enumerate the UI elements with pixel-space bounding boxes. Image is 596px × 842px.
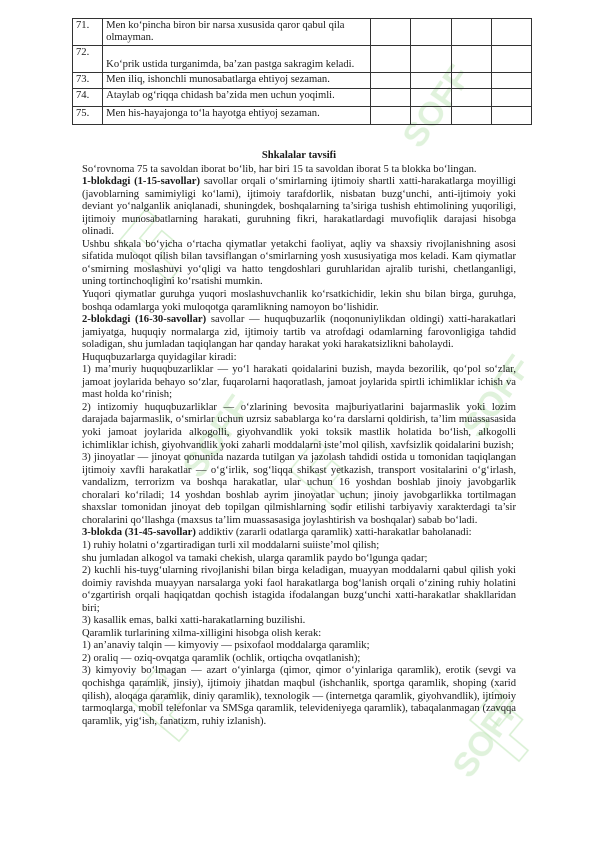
table-row [73,46,532,73]
block3-paragraph [82,527,516,540]
answer-cell [371,46,411,73]
scale-description [82,150,516,728]
answer-cell [411,73,451,89]
question-text [103,46,371,73]
answer-cell [371,89,411,107]
list-item: 2) kuchli his-tuyg‘ularning rivojlanishi bilan birga keladigan, muayyan moddalarni qabul qilish yoki doimiy ravishda muayyan narsalarga yoki faol harakatlarga bog‘lanish orqali o‘zining ruhiy holatini o‘zgartirish orqali haqiqatdan qochish istagida ifodalangan buzg‘unchi xatti-harakatlar shakllaridan biri; [82,565,516,614]
block1-paragraph [82,176,516,239]
list-item: 3) jinoyatlar — jinoyat qonunida nazarda tutilgan va jazolash tahdidi ostida u tomonidan taqiqlangan ijtimoiy xavfli harakatlar — o‘g‘irlik, sog‘liqqa shikast yetkazish, transport vositalarini o‘g‘irlash, vandalizm, terrorizm va boshqa harakatlar, ular uchun 16 yoshdan boshlab jinoiy javobgarlik choralari ko‘riladi; 14 yoshdan boshlab ayrim jinoyatlar uchun; jinoiy javobgarlikka tortilmagan shaxslar tomonidan jinoyat deb topilgan qilmishlarning sodir etilishi tarbiyaviy xarakterdagi ta’sir choralarini qo‘llashga (maxsus ta’lim muassasasiga joylashtirish va boshqalar) sabab bo‘ladi. [82,452,516,526]
list-item: 1) ma’muriy huquqbuzarliklar — yo‘l harakati qoidalarini buzish, mayda bezorilik, qo‘pol so‘zlar, jamoat joylarida behayo so‘zlar, fuqarolarni haqoratlash, jamoat joylarida spirtli ichimliklar ichish va mast holda ko‘rinish; [82,364,516,401]
questionnaire-table [72,18,532,125]
answer-cell [451,107,491,125]
list-item: 3) kasallik emas, balki xatti-harakatlarning buzilishi. [82,615,306,627]
answer-cell [491,19,531,46]
question-text: Men his-hayajonga to‘la hayotga ehtiyoj sezaman. [103,107,371,125]
block3-label: 3-blokda (31-45-savollar) [82,527,196,539]
answer-cell [491,46,531,73]
list-item: 2) oraliq — oziq-ovqatga qaramlik (ochlik, ortiqcha ovqatlanish); [82,652,361,664]
paragraph: Qaramlik turlarining xilma-xilligini hisobga olish kerak: [82,627,322,639]
answer-cell [451,19,491,46]
answer-cell [451,89,491,107]
table-row [73,19,532,46]
block2-text: savollar — huquqbuzarlik (noqonuniylikdan oldingi) xatti-harakatlari jamiyatga, huquqiy normalarga zid, ijtimoiy tartib va atrofdagi odamlarning farovonligiga tahdid soladigan, shu jumladan taqiqlangan har qanday harakat yoki harakatsizlikni baholaydi. [82,314,517,351]
table-row [73,73,532,89]
answer-cell [371,19,411,46]
list-item: shu jumladan alkogol va tamaki chekish, ularga qaramlik paydo bo‘lgunga qadar; [82,552,428,564]
watermark-text: SOFF [455,348,539,445]
list-item: 1) an’anaviy talqin — kimyoviy — psixofaol moddalarga qaramlik; [82,640,370,652]
answer-cell [411,107,451,125]
question-text-content: Ko‘prik ustida turganimda, ba’zan pastga sakragim keladi. [106,59,355,70]
watermark-text: SOFF [445,688,529,785]
answer-cell [491,89,531,107]
watermark-text: SOFF [175,388,259,485]
intro-paragraph: So‘rovnoma 75 ta savoldan iborat bo‘lib, har biri 15 ta savoldan iborat 5 ta blokka bo‘lingan. [82,163,477,175]
block1-text: savollar orqali o‘smirlarning ijtimoiy shartli xatti-harakatlarga moyilligi (javoblarning samimiyligi ko‘lami), ijtimoiy tarafdorlik, nisbatan buzg‘unchi, anti-ijtimoiy yoki deviant yo‘nalganlik aniqlanadi, shuningdek, boshqalarning ta’siriga tushish ehtimolining yuqoriligi, ijtimoiy munosabatlarning harakati, guruhning fikri, harakatlardagi muvofiqlik darajasi hisobga olinadi. [82,176,516,238]
paragraph: Ushbu shkala bo‘yicha o‘rtacha qiymatlar yetakchi faoliyat, aqliy va shaxsiy rivojlanishning asosi sifatida muloqot qilish bilan tavsiflangan o‘smirlarning yosh xususiyatiga mos keladi. Kam qiymatlar o‘smirning moslashuvi yo‘qligi va hatto tengdoshlari guruhlaridan ajralib turishi, chetlanganligi, uning tortinchoqligini ko‘rsatishi mumkin. [82,238,516,288]
question-text: Men ko‘pincha biron bir narsa xususida qaror qabul qila olmayman. [103,19,371,46]
block1-label: 1-blokdagi (1-15-savollar) [82,176,200,188]
answer-cell [451,46,491,73]
section-heading: Shkalalar tavsifi [261,150,337,161]
answer-cell [371,107,411,125]
row-number: 72. [73,46,103,73]
row-number: 74. [73,89,103,107]
block2-label: 2-blokdagi (16-30-savollar) [82,314,207,326]
paragraph: Huquqbuzarlarga quyidagilar kiradi: [82,351,237,363]
paragraph: Yuqori qiymatlar guruhga yuqori moslashuvchanlik ko‘rsatkichidir, lekin shu bilan birga, guruhga, boshqa odamlarga yoki muloqotga qaramlikning namoyon bo‘lishidir. [82,289,516,313]
row-number: 75. [73,107,103,125]
row-number: 73. [73,73,103,89]
table-row [73,89,532,107]
answer-cell [411,19,451,46]
answer-cell [411,89,451,107]
list-item: 1) ruhiy holatni o‘zgartiradigan turli xil moddalarni suiiste’mol qilish; [82,539,380,551]
question-text: Ataylab og‘riqqa chidash ba’zida men uchun yoqimli. [103,89,371,107]
watermark-text: SOFF [395,58,479,155]
answer-cell [491,107,531,125]
answer-cell [451,73,491,89]
question-text: Men iliq, ishonchli munosabatlarga ehtiyoj sezaman. [103,73,371,89]
block3-text: addiktiv (zararli odatlarga qaramlik) xatti-harakatlar baholanadi: [195,527,472,539]
row-number: 71. [73,19,103,46]
answer-cell [491,73,531,89]
answer-cell [371,73,411,89]
list-item: 2) intizomiy huquqbuzarliklar — o‘zlarining bevosita majburiyatlarini bajarmaslik yoki lozim darajada bajarmaslik, o‘smirlar uchun uzrsiz sabablarga ko‘ra darslarni qoldirish, ta’lim muassasasida yoki jamoat joylarida alkogolli, giyohvandlik yoki toksik mastlik holatida bo‘lish, alkogolli ichimliklar ichish, giyohvandlik yoki zaharli moddalarni iste’mol qilish, xavfsizlik qoidalarini buzish; [82,401,516,451]
answer-cell [411,46,451,73]
table-row [73,107,532,125]
block2-paragraph [82,314,516,352]
list-item: 3) kimyoviy bo‘lmagan — azart o‘yinlarga (qimor, qimor o‘yinlariga qaramlik), erotik (sevgi va qochishga qaramlik, jinsiy), ijtimoiy jihatdan maqbul (ishchanlik, sportga qaramlik, shoping (xarid qilish), aloqaga qaramlik, diniy qaramlik), texnologik — (internetga qaramlik, giyohvandlik), ijtimoiy tarmoqlarga, mobil telefonlar va SMSga qaramlik, televideniyega qaramlik), tabaqalanmagan (zavqqa qaramlik, yig‘ish, fanatizm, ruhiy izlanish). [82,665,516,727]
